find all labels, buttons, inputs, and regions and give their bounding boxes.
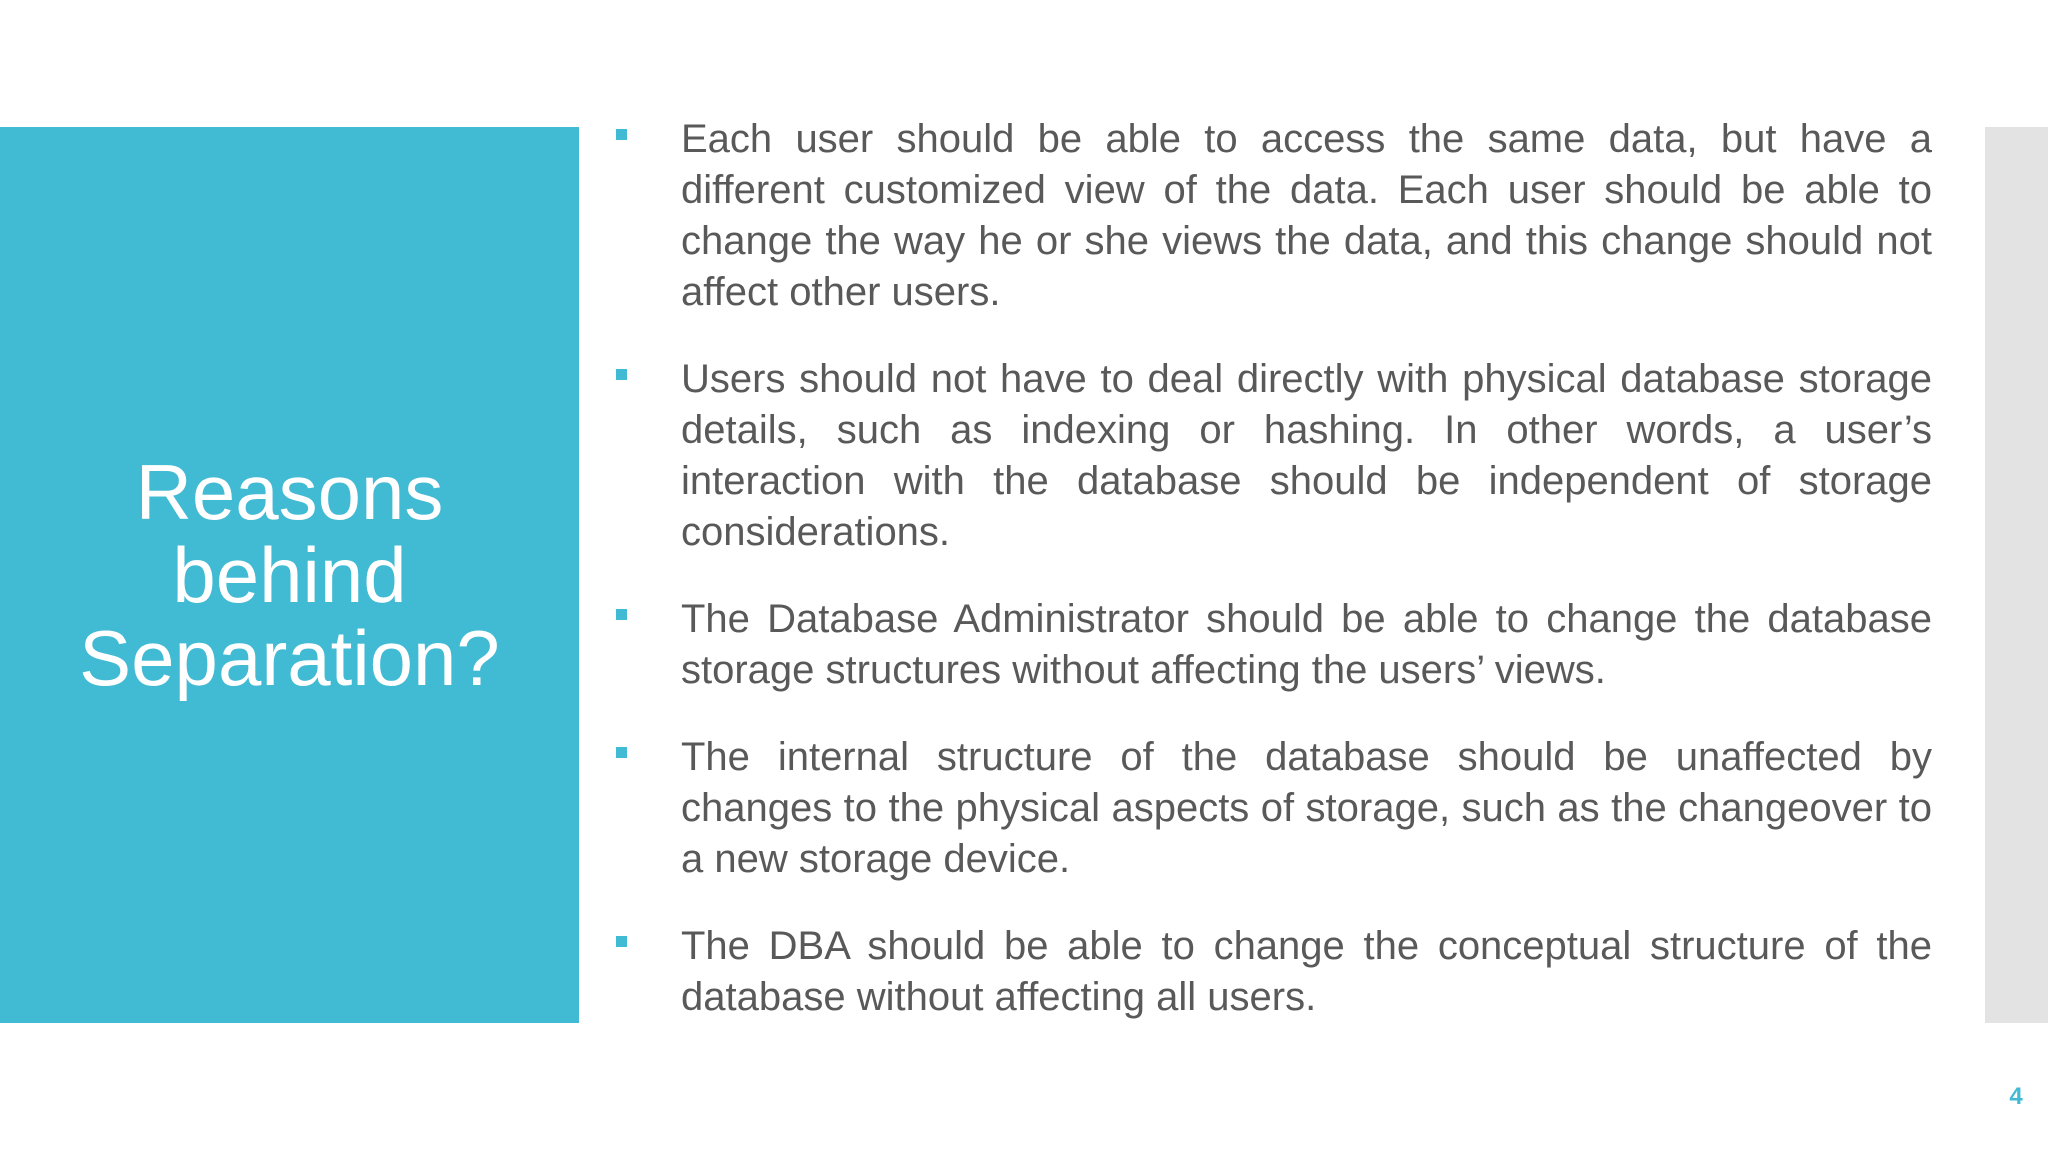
bullet-item [614,921,1932,1023]
page-number: 4 [2009,1083,2023,1110]
square-bullet-icon [616,129,627,140]
bullet-text: Each user should be able to access the same data, but have a different customized view of the data. Each user should be able to change the way he or she views the data, and this change should not affect other users. [681,117,1932,314]
bullet-item [614,594,1932,696]
bullet-item [614,732,1932,885]
bullet-text: The DBA should be able to change the conceptual structure of the database without affecting all users. [681,924,1932,1019]
square-bullet-icon [616,936,627,947]
slide-title: Reasons behind Separation? [79,447,500,702]
bullet-list [614,114,1932,1059]
bullet-item [614,354,1932,558]
square-bullet-icon [616,747,627,758]
bullet-item [614,114,1932,318]
title-panel [0,127,579,1023]
bullet-text: Users should not have to deal directly with physical database storage details, such as indexing or hashing. In other words, a user’s interaction with the database should be independent of storage considerations. [681,357,1932,554]
square-bullet-icon [616,369,627,380]
square-bullet-icon [616,609,627,620]
decorative-side-bar [1985,127,2048,1023]
bullet-text: The internal structure of the database should be unaffected by changes to the physical aspects of storage, such as the changeover to a new storage device. [681,735,1932,881]
bullet-text: The Database Administrator should be able to change the database storage structures without affecting the users’ views. [681,597,1932,692]
